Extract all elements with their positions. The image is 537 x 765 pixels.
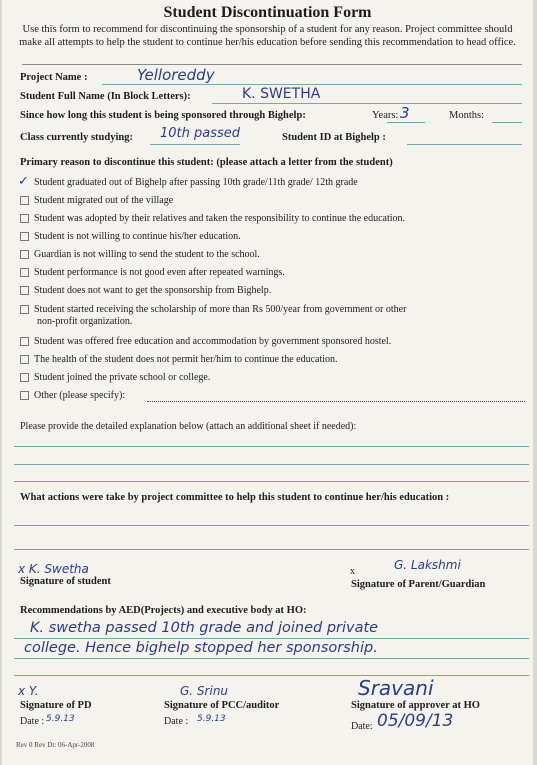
reason-item[interactable]: The health of the student does not permit her/him to continue the education. — [20, 354, 338, 365]
reason-item[interactable]: Student was adopted by their relatives and taken the responsibility to continue the education. — [20, 213, 405, 224]
reason-heading: Primary reason to discontinue this student: (please attach a letter from the student) — [20, 157, 393, 168]
recommendation-line-1: K. swetha passed 10th grade and joined private — [30, 620, 379, 636]
approver-date-label: Date: — [351, 721, 373, 732]
pcc-signature: G. Srinu — [180, 684, 229, 698]
pd-signature-label: Signature of PD — [20, 700, 92, 711]
months-label: Months: — [449, 110, 485, 121]
student-signature: x K. Swetha — [18, 562, 89, 576]
years-value: 3 — [400, 104, 410, 122]
parent-signature: G. Lakshmi — [394, 558, 461, 572]
approver-date-value: 05/09/13 — [377, 711, 454, 731]
reason-item[interactable]: Student migrated out of the village — [20, 195, 173, 206]
recommendation-line-2: college. Hence bighelp stopped her sponsorship. — [24, 640, 378, 656]
actions-label: What actions were take by project committee to help this student to continue her/his education : — [20, 492, 450, 503]
approver-signature: Sravani — [358, 676, 434, 700]
student-signature-label: Signature of student — [20, 576, 111, 587]
form-title: Student Discontinuation Form — [163, 4, 372, 21]
student-id-label: Student ID at Bighelp : — [282, 132, 386, 143]
parent-signature-label: Signature of Parent/Guardian — [351, 579, 486, 590]
form-intro: Use this form to recommend for discontinuing the sponsorship of a student for any reason. Project committee should make all attempts to help the student to continue her/his education before sending this recommendation to head office. — [19, 24, 516, 48]
student-name-label: Student Full Name (In Block Letters): — [20, 91, 191, 102]
reason-item[interactable]: Other (please specify): — [20, 390, 125, 401]
reason-item[interactable]: Student graduated out of Bighelp after passing 10th grade/11th grade/ 12th grade — [34, 177, 358, 188]
reason-item-continuation: non-profit organization. — [37, 316, 133, 327]
reason-item[interactable]: Student does not want to get the sponsorship from Bighelp. — [20, 285, 271, 296]
class-value: 10th passed — [160, 126, 241, 141]
student-name-value: K. SWETHA — [242, 86, 321, 102]
pcc-signature-label: Signature of PCC/auditor — [164, 700, 280, 711]
reason-item[interactable]: Student is not willing to continue his/her education. — [20, 231, 241, 242]
parent-signature-prefix: x — [350, 566, 355, 577]
reason-item[interactable]: Student performance is not good even after repeated warnings. — [20, 267, 285, 278]
reason-item[interactable]: Student joined the private school or college. — [20, 372, 210, 383]
years-label: Years: — [372, 110, 399, 121]
sponsored-since-label: Since how long this student is being sponsored through Bighelp: — [20, 110, 306, 121]
reason-item[interactable]: Student started receiving the scholarship of more than Rs 500/year from government or other — [20, 304, 406, 315]
pcc-date-value: 5.9.13 — [197, 714, 226, 724]
project-name-value: Yelloreddy — [137, 66, 215, 84]
form-revision-footer: Rev 0 Rev Dt: 06-Apr-2008 — [16, 741, 95, 749]
reason-item[interactable]: Student was offered free education and accommodation by government sponsored hostel. — [20, 336, 391, 347]
pd-date-value: 5.9.13 — [46, 714, 75, 724]
checkmark-icon: ✓ — [18, 173, 29, 188]
project-name-label: Project Name : — [20, 72, 88, 83]
recommendation-label: Recommendations by AED(Projects) and executive body at HO: — [20, 605, 307, 616]
form-page — [2, 0, 533, 765]
reason-item[interactable]: Guardian is not willing to send the student to the school. — [20, 249, 260, 260]
explanation-label: Please provide the detailed explanation below (attach an additional sheet if needed): — [20, 421, 357, 432]
class-label: Class currently studying: — [20, 132, 133, 143]
pcc-date-label: Date : — [164, 716, 189, 727]
pd-signature: x Y. — [18, 684, 39, 698]
pd-date-label: Date : — [20, 716, 45, 727]
approver-signature-label: Signature of approver at HO — [351, 700, 480, 711]
